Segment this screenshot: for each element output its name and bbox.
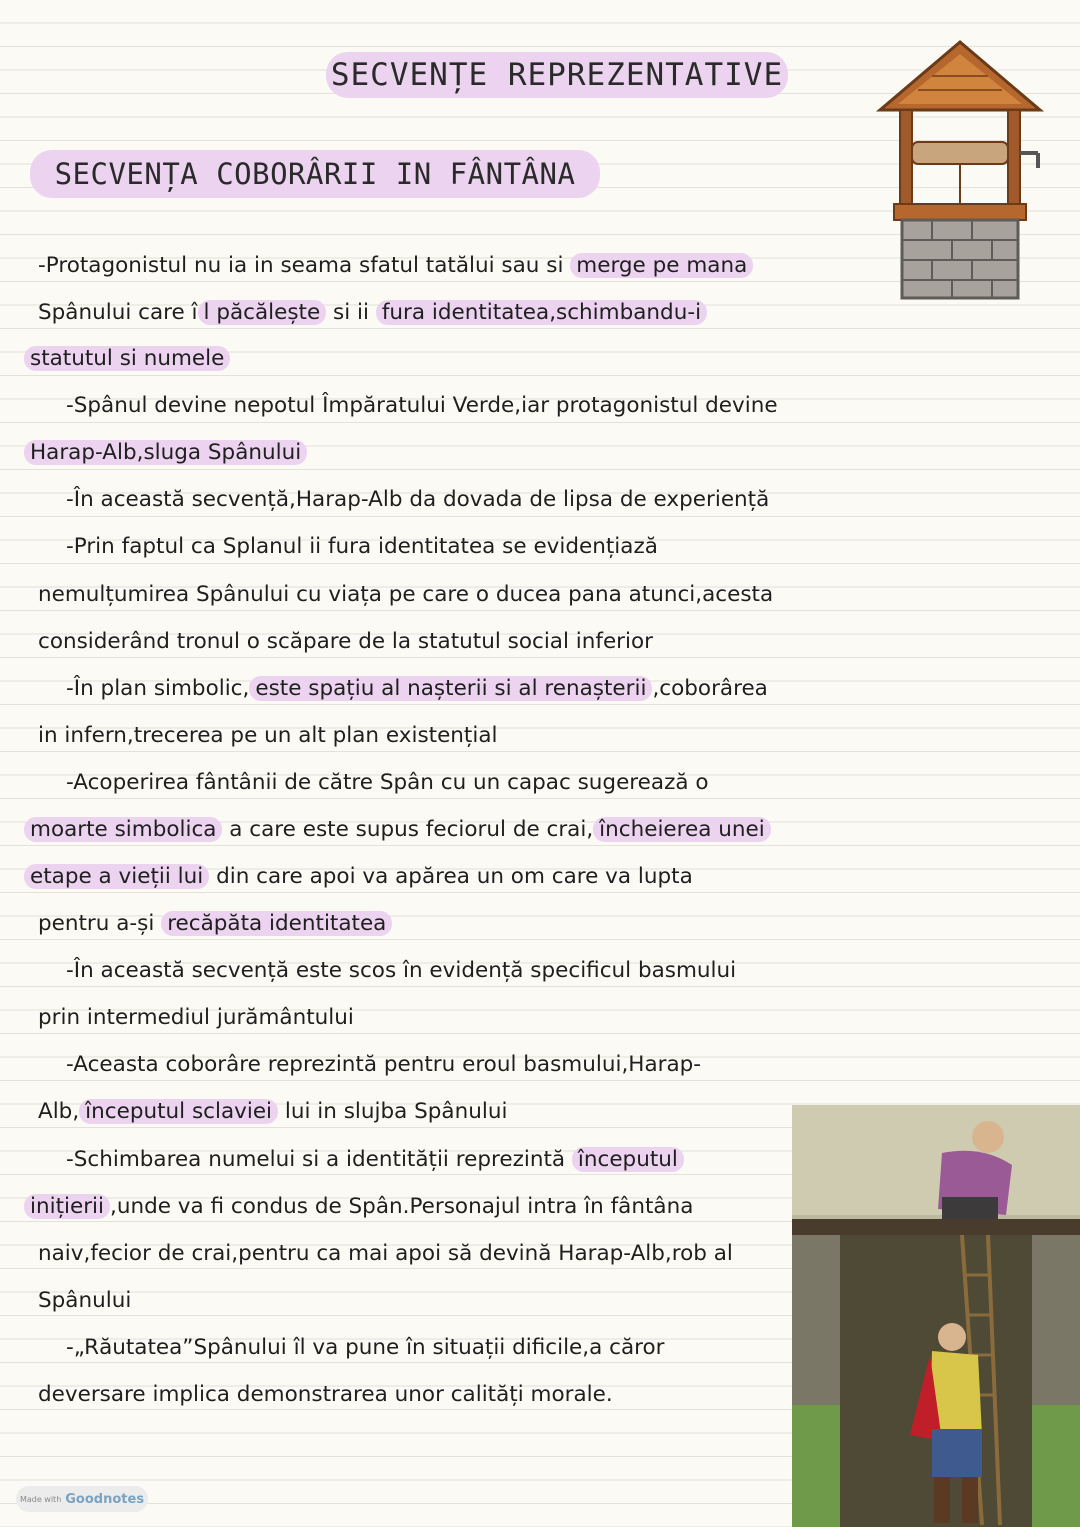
section-heading: SECVENȚA COBORÂRII IN FÂNTÂNA: [30, 150, 600, 198]
note-line: [38, 1239, 733, 1269]
note-line: [66, 768, 709, 798]
note-line: [24, 862, 693, 892]
note-text: -Prin faptul ca Splanul ii fura identitatea se evidențiază: [66, 534, 658, 559]
highlighted-text: etape a vieții lui: [24, 864, 209, 889]
note-line: [38, 1097, 507, 1127]
note-text: prin intermediul jurământului: [38, 1005, 354, 1030]
note-text: -În această secvență,Harap-Alb da dovada de lipsa de experiență: [66, 487, 770, 512]
note-line: [38, 909, 392, 939]
note-line: [38, 580, 773, 610]
note-text: -Aceasta coborâre reprezintă pentru eroul basmului,Harap-: [66, 1052, 702, 1077]
highlighted-text: fura identitatea,schimbandu-i: [376, 300, 707, 325]
highlighted-text: inițierii: [24, 1194, 110, 1219]
note-line: [66, 956, 736, 986]
highlighted-text: moarte simbolica: [24, 817, 222, 842]
note-text: l va pune în situații dificile,a căror: [299, 1335, 665, 1360]
note-line: [24, 438, 307, 468]
note-text: nemulțumirea Spânului cu viața pe care o ducea pana atunci,acesta: [38, 582, 774, 607]
note-text: Spânului care î: [38, 300, 198, 325]
note-line: [24, 815, 771, 845]
note-line: [66, 532, 658, 562]
highlighted-text: statutul si numele: [24, 346, 230, 371]
note-text: Spânului: [38, 1288, 132, 1313]
note-text: a care este supus feciorul de crai,: [222, 817, 594, 842]
note-text: Alb,: [38, 1099, 80, 1124]
note-text: -Schimbarea numelui si a identității reprezintă: [66, 1147, 572, 1172]
note-line: [38, 251, 753, 281]
note-text: -Protagonistul nu ia in seama sfatul tatălui sau si: [38, 253, 571, 278]
highlighted-text: l păcălește: [198, 300, 327, 325]
note-text: lui in slujba Spânului: [278, 1099, 508, 1124]
note-line: [66, 674, 768, 704]
highlighted-text: începutul sclaviei: [79, 1099, 278, 1124]
note-line: [38, 1003, 354, 1033]
highlighted-text: încheierea unei: [593, 817, 771, 842]
highlighted-text: merge pe mana: [570, 253, 753, 278]
note-line: [38, 721, 497, 751]
note-line: [38, 298, 707, 328]
highlighted-text: începutul: [572, 1147, 684, 1172]
note-line: [38, 1286, 131, 1316]
note-text: -„Răutatea”Spânului î: [66, 1335, 300, 1360]
note-line: [24, 1192, 693, 1222]
note-text: ,coborârea: [652, 676, 768, 701]
highlighted-text: Harap-Alb,sluga Spânului: [24, 440, 307, 465]
well-scene-illustration: [792, 1105, 1080, 1527]
goodnotes-logo-text: Goodnotes: [65, 1491, 145, 1507]
note-line: [38, 627, 653, 657]
note-text: in infern,trecerea pe un alt plan existențial: [38, 723, 498, 748]
note-line: [38, 1380, 613, 1410]
note-text: deversare implica demonstrarea unor calități morale.: [38, 1382, 613, 1407]
note-text: ,unde va fi condus de Spân.Personajul intra în fântâna: [110, 1194, 694, 1219]
highlighted-text: este spațiu al nașterii si al renașterii: [249, 676, 652, 701]
note-text: pentru a-și: [38, 911, 162, 936]
note-line: [66, 1145, 684, 1175]
note-text: naiv,fecior de crai,pentru ca mai apoi să devină Harap-Alb,rob al: [38, 1241, 733, 1266]
note-line: [66, 1333, 664, 1363]
note-text: -În această secvență este scos în evidență specificul basmului: [66, 958, 737, 983]
note-line: [24, 344, 230, 374]
page-title: SECVENȚE REPREZENTATIVE: [326, 52, 788, 98]
made-with-label: Made with: [19, 1494, 62, 1504]
note-text: -Acoperirea fântânii de către Spân cu un capac sugerează o: [66, 770, 709, 795]
note-text: si ii: [326, 300, 376, 325]
note-text: din care apoi va apărea un om care va lupta: [209, 864, 693, 889]
note-text: -Spânul devine nepotul Împăratului Verde,iar protagonistul devine: [66, 393, 778, 418]
note-text: -În plan simbolic,: [66, 676, 250, 701]
note-line: [66, 391, 778, 421]
note-line: [66, 1050, 701, 1080]
goodnotes-badge: [16, 1486, 148, 1512]
note-text: considerând tronul o scăpare de la statutul social inferior: [38, 629, 653, 654]
note-line: [66, 485, 769, 515]
highlighted-text: recăpăta identitatea: [161, 911, 392, 936]
